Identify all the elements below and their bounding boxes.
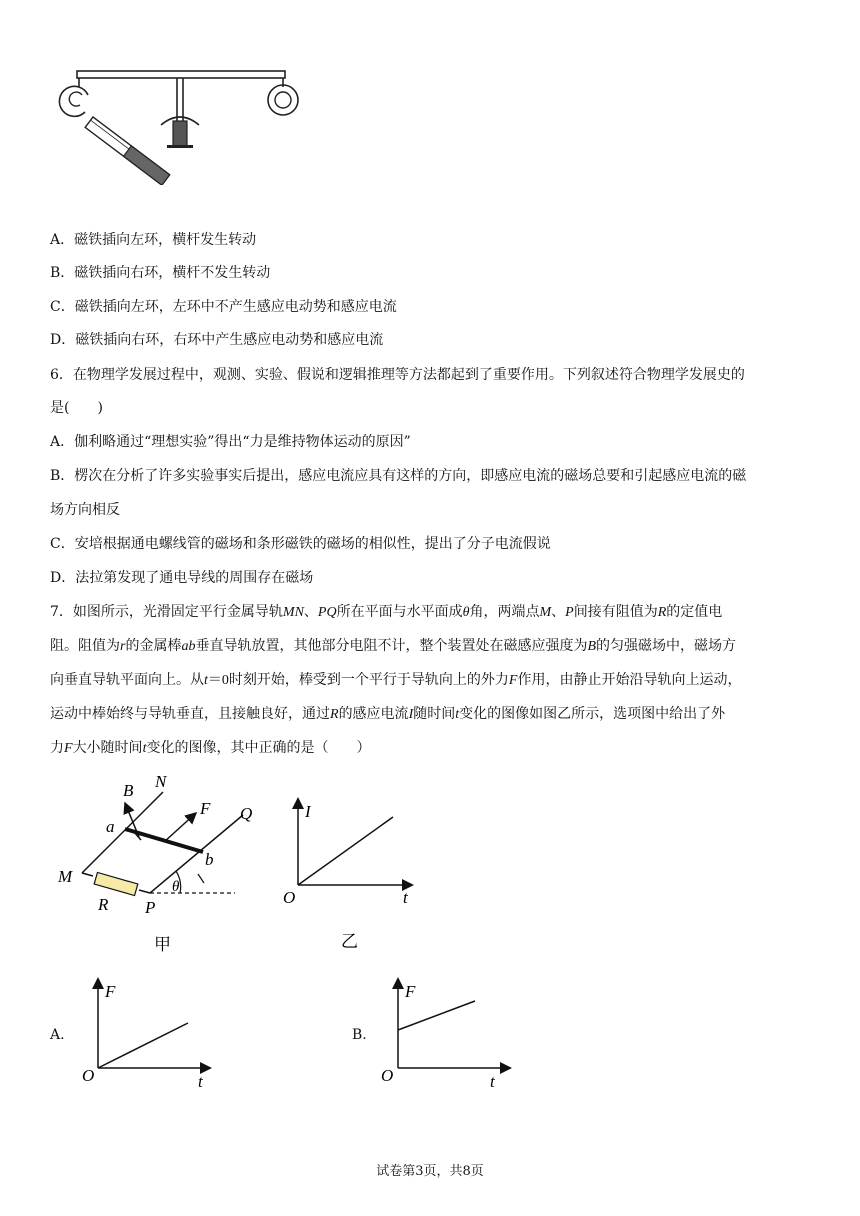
text: 间接有阻值为 [573, 604, 658, 620]
axis-label-f: F [105, 982, 116, 1001]
caption-yi: 乙 [341, 932, 358, 951]
q5-option-c: C．磁铁插向左环，左环中不产生感应电动势和感应电流 [50, 299, 397, 315]
q7-stem-line2 [50, 636, 736, 657]
rail-diagram-jia [55, 770, 255, 955]
label-q: Q [240, 804, 253, 823]
var-t: t [455, 707, 460, 722]
q6-stem-line2: 是( ) [50, 400, 103, 416]
var-ab: ab [181, 639, 196, 654]
q6-stem-line1: 6．在物理学发展过程中，观测、实验、假说和逻辑推理等方法都起到了重要作用。下列叙述符合物理学发展史的 [50, 367, 745, 383]
var-t: t [204, 673, 208, 688]
text: 的金属棒 [125, 638, 182, 654]
text: 、 [551, 604, 566, 620]
q7-stem-line4 [50, 704, 725, 725]
text: 向垂直导轨平面向上。从 [50, 672, 204, 688]
q5-option-b: B．磁铁插向右环，横杆不发生转动 [50, 265, 271, 281]
option-b-graph [378, 975, 518, 1090]
q7-option-b-label[interactable]: B. [352, 1027, 367, 1043]
text: 随时间 [413, 706, 456, 722]
q7-stem-line3 [50, 670, 741, 691]
var-mn: MN [282, 605, 304, 620]
var-r-small: r [120, 639, 126, 654]
var-i: I [408, 707, 414, 722]
text: 大小随时间 [72, 740, 143, 756]
text: 所在平面与水平面成 [336, 604, 463, 620]
text: 运动中棒始终与导轨垂直，且接触良好，通过 [50, 706, 330, 722]
text: 力 [50, 740, 64, 756]
q6-option-a: A．伽利略通过“理想实验”得出“力是维持物体运动的原因” [50, 434, 411, 450]
var-f: F [508, 673, 518, 688]
q6-option-c: C．安培根据通电螺线管的磁场和条形磁铁的磁场的相似性，提出了分子电流假说 [50, 536, 551, 552]
label-m: M [58, 867, 73, 886]
axis-label-t: t [490, 1072, 495, 1090]
axis-label-i: I [305, 802, 311, 821]
option-a-graph [78, 975, 218, 1090]
text: 的匀强磁场中，磁场方 [596, 638, 737, 654]
var-b: B [587, 639, 597, 654]
eq-zero: ＝0 [207, 673, 229, 688]
text: 、 [303, 604, 318, 620]
var-t: t [142, 741, 147, 756]
q5-option-d: D．磁铁插向右环，右环中产生感应电动势和感应电流 [50, 332, 384, 348]
text: 角，两端点 [469, 604, 540, 620]
text: 的感应电流 [338, 706, 409, 722]
origin-label: O [381, 1066, 394, 1085]
q5-option-a: A．磁铁插向左环，横杆发生转动 [50, 232, 257, 248]
origin-label: O [283, 888, 296, 907]
q6-option-b-line1: B．楞次在分析了许多实验事实后提出，感应电流应具有这样的方向，即感应电流的磁场总要和引起感应电流的磁 [50, 468, 747, 484]
var-p: P [565, 605, 574, 620]
text: 垂直导轨放置，其他部分电阻不计，整个装置处在磁感应强度为 [195, 638, 588, 654]
q6-option-b-line2: 场方向相反 [50, 502, 120, 518]
var-m: M [539, 605, 552, 620]
label-b-field: B [123, 781, 134, 800]
q7-option-a-label[interactable]: A. [50, 1027, 65, 1043]
label-f: F [200, 799, 211, 818]
page-footer: 试卷第3页，共8页 [376, 1164, 484, 1179]
current-time-graph-yi [275, 795, 425, 955]
text: 时刻开始，棒受到一个平行于导轨向上的外力 [228, 672, 509, 688]
var-theta: θ [462, 605, 470, 620]
var-r: R [657, 605, 667, 620]
axis-label-t: t [403, 888, 408, 907]
q6-option-d: D．法拉第发现了通电导线的周围存在磁场 [50, 570, 314, 586]
ring-apparatus-figure [55, 65, 305, 185]
q7-stem-line5 [50, 738, 370, 759]
text: 变化的图像，其中正确的是（ ） [146, 740, 371, 756]
var-r: R [330, 707, 339, 722]
label-p: P [145, 898, 156, 917]
text: 变化的图像如图乙所示，选项图中给出了外 [459, 706, 726, 722]
var-f: F [64, 741, 73, 756]
label-n: N [155, 772, 167, 791]
label-theta: θ [172, 879, 180, 895]
axis-label-t: t [198, 1072, 203, 1090]
text: 的定值电 [666, 604, 723, 620]
caption-jia: 甲 [154, 935, 171, 954]
text: 阻。阻值为 [50, 638, 120, 654]
origin-label: O [82, 1066, 95, 1085]
text: 作用，由静止开始沿导轨向上运动， [517, 672, 742, 688]
q7-stem-line1 [50, 602, 722, 623]
var-pq: PQ [317, 605, 337, 620]
label-a: a [106, 817, 115, 836]
text: 7．如图所示，光滑固定平行金属导轨 [50, 604, 283, 620]
axis-label-f: F [405, 982, 416, 1001]
label-b: b [205, 850, 214, 869]
label-r: R [98, 895, 109, 914]
